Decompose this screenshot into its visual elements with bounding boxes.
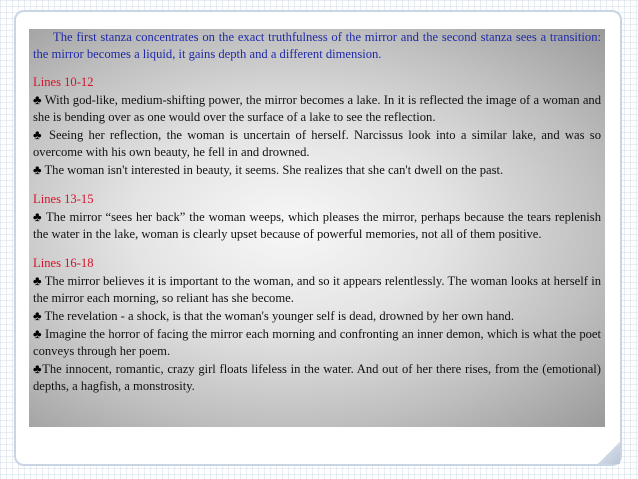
section-heading-lines-13-15: Lines 13-15 [33,192,94,206]
club-bullet-icon: ♣ [33,127,44,142]
bullet-item [33,161,601,179]
intro-paragraph: The first stanza concentrates on the exact truthfulness of the mirror and the second stanza sees a transition: the mirror becomes a liquid, it gains depth and a different dimension. [33,30,601,61]
club-bullet-icon: ♣ [33,326,42,341]
bullet-item [33,325,601,360]
bullet-item [33,208,601,243]
section-heading-lines-16-18: Lines 16-18 [33,256,94,270]
bullet-text: The innocent, romantic, crazy girl floats lifeless in the water. And out of her there rises, from the (emotional) depths, a hagfish, a monstrosity. [33,362,601,393]
club-bullet-icon: ♣ [33,273,42,288]
club-bullet-icon: ♣ [33,308,42,323]
bullet-text: The mirror believes it is important to the woman, and so it appears relentlessly. The woman looks at herself in the mirror each morning, so reliant has she become. [33,274,601,305]
club-bullet-icon: ♣ [33,209,43,224]
bullet-item [33,91,601,126]
bullet-text: The mirror “sees her back” the woman weeps, which pleases the mirror, perhaps because the tears replenish the water in the lake, woman is clearly upset because of powerful memories, not all of them positive. [33,210,602,241]
bullet-item [33,126,601,161]
page-curl-corner [598,442,620,464]
bullet-text: The woman isn't interested in beauty, it seems. She realizes that she can't dwell on the past. [44,163,504,177]
section-heading-lines-10-12: Lines 10-12 [33,75,94,89]
bullet-text: With god-like, medium-shifting power, the mirror becomes a lake. In it is reflected the image of a woman and she is bending over as one would over the surface of a lake to see the reflection. [33,93,602,124]
bullet-item [33,307,601,325]
bullet-text: Imagine the horror of facing the mirror each morning and confronting an inner demon, which is what the poet conveys through her poem. [33,327,601,358]
club-bullet-icon: ♣ [33,361,43,376]
club-bullet-icon: ♣ [33,162,42,177]
bullet-item [33,272,601,307]
bullet-text: Seeing her reflection, the woman is uncertain of herself. Narcissus look into a similar lake, and was so overcome with his own beauty, he fell in and drowned. [33,128,601,159]
bullet-item [33,360,601,395]
bullet-text: The revelation - a shock, is that the woman's younger self is dead, drowned by her own hand. [44,309,514,323]
club-bullet-icon: ♣ [33,92,42,107]
text-content-box [29,29,605,427]
